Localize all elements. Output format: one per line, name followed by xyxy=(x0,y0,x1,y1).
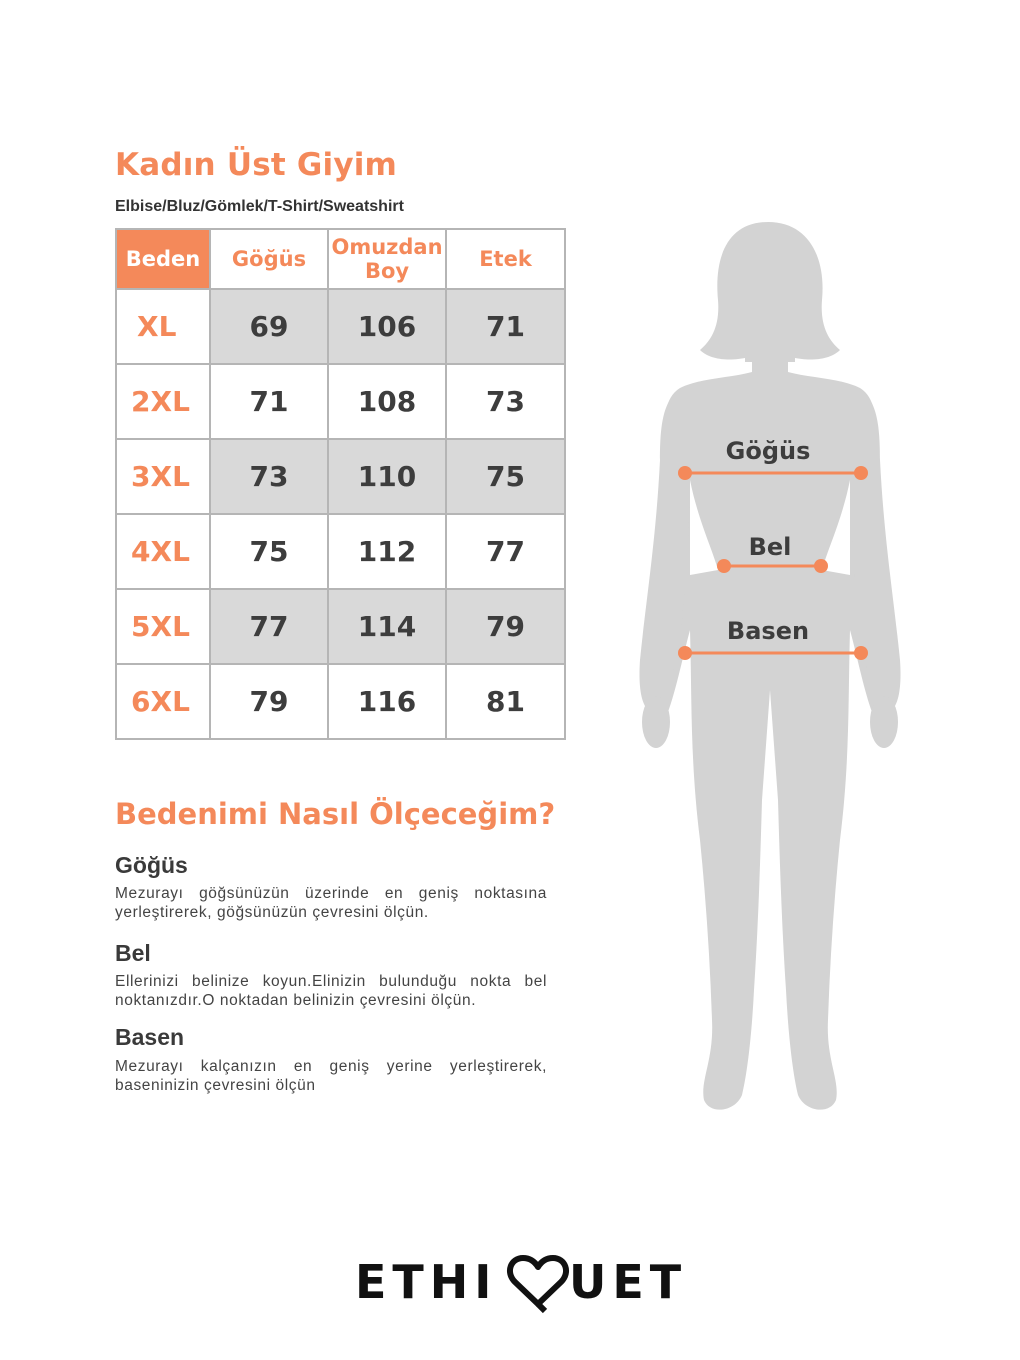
page-title: Kadın Üst Giyim xyxy=(115,147,398,183)
guide-heading-bel: Bel xyxy=(115,940,151,966)
etek-value: 75 xyxy=(446,439,565,514)
gogus-value: 71 xyxy=(210,364,328,439)
gogus-value: 79 xyxy=(210,664,328,739)
etek-value: 73 xyxy=(446,364,565,439)
body-silhouette-figure xyxy=(630,215,920,1125)
brand-logo xyxy=(355,1252,688,1312)
measure-guide-title: Bedenimi Nasıl Ölçeceğim? xyxy=(115,797,556,831)
page-subtitle: Elbise/Bluz/Gömlek/T-Shirt/Sweatshirt xyxy=(115,198,404,215)
etek-value: 71 xyxy=(446,289,565,364)
size-label: 3XL xyxy=(116,439,210,514)
guide-text-basen: Mezurayı kalçanızın en geniş yerine yerleştirerek, baseninizin çevresini ölçün xyxy=(115,1058,547,1094)
size-label: XL xyxy=(116,289,210,364)
size-table xyxy=(115,228,566,740)
etek-value: 77 xyxy=(446,514,565,589)
size-label: 2XL xyxy=(116,364,210,439)
guide-text-gogus: Mezurayı göğsünüzün üzerinde en geniş noktasına yerleştirerek, göğsünüzün çevresini ölçün. xyxy=(115,885,547,921)
boy-value: 114 xyxy=(328,589,446,664)
gogus-value: 77 xyxy=(210,589,328,664)
guide-heading-gogus: Göğüs xyxy=(115,852,188,878)
col-header-etek: Etek xyxy=(446,229,565,289)
body-silhouette xyxy=(639,222,900,1110)
table-row xyxy=(116,589,565,664)
col-header-beden: Beden xyxy=(116,229,210,289)
etek-value: 81 xyxy=(446,664,565,739)
table-row xyxy=(116,439,565,514)
chest-label: Göğüs xyxy=(725,437,811,465)
brand-logo-left: ETHI xyxy=(355,1255,498,1309)
gogus-value: 73 xyxy=(210,439,328,514)
table-row xyxy=(116,514,565,589)
table-row xyxy=(116,664,565,739)
size-label: 6XL xyxy=(116,664,210,739)
gogus-value: 75 xyxy=(210,514,328,589)
etek-value: 79 xyxy=(446,589,565,664)
boy-value: 108 xyxy=(328,364,446,439)
guide-heading-basen: Basen xyxy=(115,1024,185,1050)
guide-text-bel: Ellerinizi belinize koyun.Elinizin bulunduğu nokta bel noktanızdır.O noktadan belinizin çevresini ölçün. xyxy=(115,973,547,1009)
waist-label: Bel xyxy=(748,533,792,561)
size-label: 4XL xyxy=(116,514,210,589)
boy-value: 112 xyxy=(328,514,446,589)
heart-q-icon xyxy=(510,1258,566,1311)
brand-logo-right: UET xyxy=(569,1255,688,1309)
table-row xyxy=(116,364,565,439)
table-row xyxy=(116,289,565,364)
col-header-gogus: Göğüs xyxy=(210,229,328,289)
col-header-omuzdan-boy: Omuzdan Boy xyxy=(328,229,446,289)
hip-label: Basen xyxy=(726,617,810,645)
size-label: 5XL xyxy=(116,589,210,664)
boy-value: 116 xyxy=(328,664,446,739)
size-table-header xyxy=(116,229,565,289)
boy-value: 106 xyxy=(328,289,446,364)
boy-value: 110 xyxy=(328,439,446,514)
gogus-value: 69 xyxy=(210,289,328,364)
